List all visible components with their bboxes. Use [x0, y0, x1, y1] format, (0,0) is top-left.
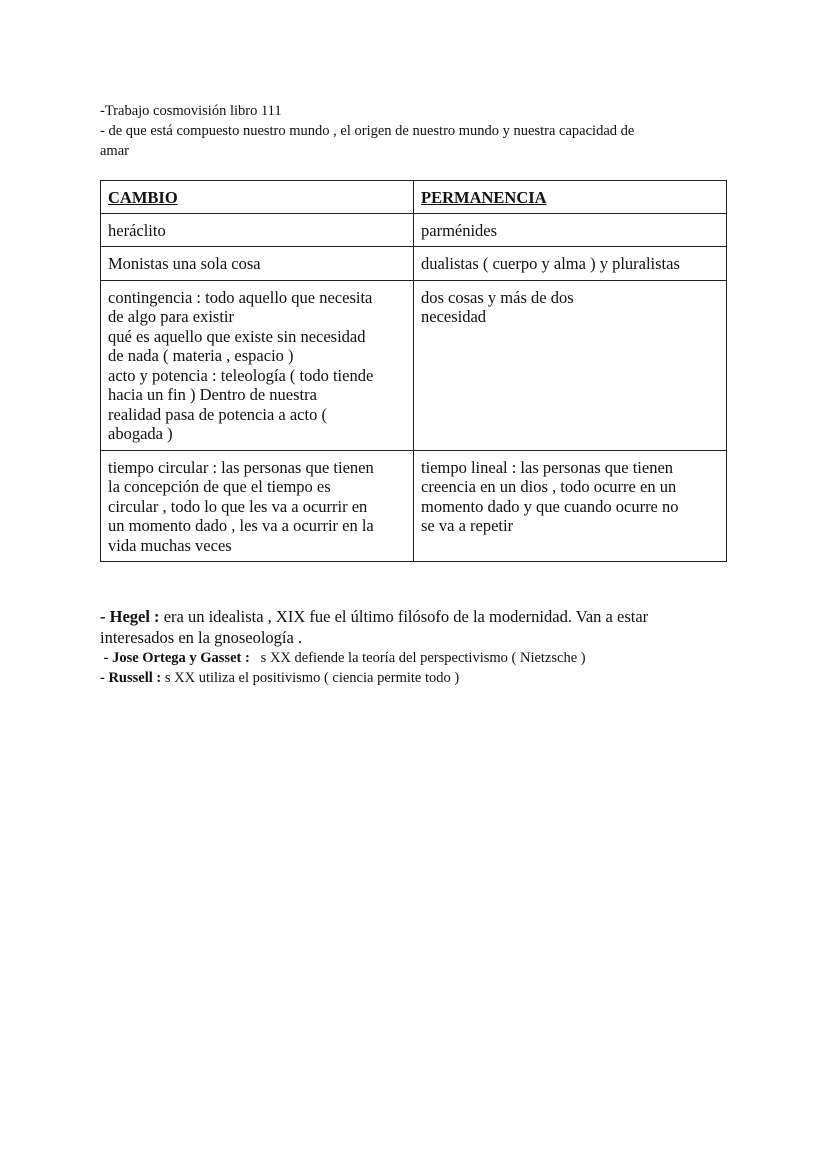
note-text: era un idealista , XIX fue el último filósofo de la modernidad. Van a estar: [159, 607, 649, 626]
note-label: - Jose Ortega y Gasset :: [100, 650, 250, 666]
table-row: [101, 280, 727, 450]
note-text: s XX defiende la teoría del perspectivismo ( Nietzsche ): [249, 650, 586, 666]
note-label: - Hegel :: [100, 607, 160, 626]
intro-line: -Trabajo cosmovisión libro 111: [100, 103, 282, 119]
table-cell: parménides: [414, 213, 727, 247]
header-cambio: CAMBIO: [101, 181, 414, 214]
note-text: interesados en la gnoseología .: [100, 628, 303, 647]
cambio-permanencia-table: [100, 180, 727, 562]
note-label: - Russell :: [100, 670, 162, 686]
table-cell: tiempo lineal : las personas que tienen creencia en un dios , todo ocurre en un momento dado y que cuando ocurre no se va a repetir: [414, 450, 727, 562]
document-intro: [100, 101, 740, 161]
table-header-row: [101, 181, 727, 214]
note-russell: [100, 668, 760, 688]
table-cell: contingencia : todo aquello que necesita de algo para existir qué es aquello que existe sin necesidad de nada ( materia , espacio ) acto y potencia : teleología ( todo tiende hacia un fin ) Dentro de nuestra realidad pasa de potencia a acto ( abogada ): [101, 280, 414, 450]
table-cell: Monistas una sola cosa: [101, 247, 414, 281]
header-permanencia: PERMANENCIA: [414, 181, 727, 214]
table-cell: dos cosas y más de dos necesidad: [414, 280, 727, 450]
table-cell: tiempo circular : las personas que tienen la concepción de que el tiempo es circular , todo lo que les va a ocurrir en un momento dado , les va a ocurrir en la vida muchas veces: [101, 450, 414, 562]
table-cell: heráclito: [101, 213, 414, 247]
table-row: [101, 247, 727, 281]
note-ortega: [100, 648, 760, 668]
philosopher-notes: [100, 606, 760, 688]
intro-line: - de que está compuesto nuestro mundo , el origen de nuestro mundo y nuestra capacidad de: [100, 123, 635, 139]
table-cell: dualistas ( cuerpo y alma ) y pluralistas: [414, 247, 727, 281]
note-text: s XX utiliza el positivismo ( ciencia permite todo ): [161, 670, 460, 686]
table-row: [101, 213, 727, 247]
table-row: [101, 450, 727, 562]
intro-line: amar: [100, 143, 129, 159]
note-hegel: [100, 606, 760, 648]
